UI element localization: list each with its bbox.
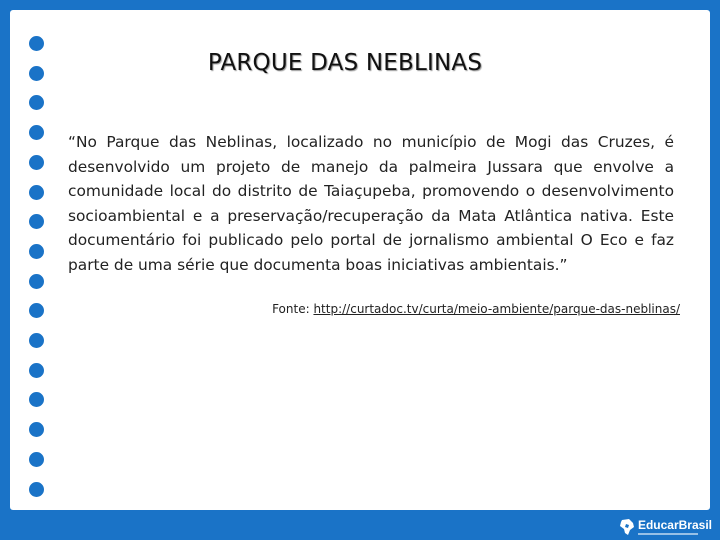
binder-hole-icon	[29, 244, 44, 259]
binder-hole-icon	[29, 482, 44, 497]
logo-text: EducarBrasil	[637, 518, 712, 532]
slide-page	[10, 10, 710, 510]
binder-hole-icon	[29, 214, 44, 229]
binder-hole-icon	[29, 392, 44, 407]
binder-hole-icon	[29, 452, 44, 467]
binder-hole-icon	[29, 274, 44, 289]
educarbrasil-logo	[619, 518, 712, 536]
binder-hole-icon	[29, 155, 44, 170]
binder-hole-icon	[29, 422, 44, 437]
source-line	[10, 302, 680, 316]
source-label: Fonte:	[272, 302, 310, 316]
binder-hole-icon	[29, 185, 44, 200]
binder-hole-icon	[29, 363, 44, 378]
quote-paragraph: “No Parque das Neblinas, localizado no município de Mogi das Cruzes, é desenvolvido um projeto de manejo da palmeira Jussara que envolve a comunidade local do distrito de Taiaçupeba, promovendo o desenvolvimento socioambiental e a preservação/recuperação da Mata Atlântica nativa. Este documentário foi publicado pelo portal de jornalismo ambiental O Eco e faz parte de uma série que documenta boas iniciativas ambientais.”	[68, 133, 674, 274]
binder-hole-icon	[29, 36, 44, 51]
binder-hole-icon	[29, 333, 44, 348]
binder-hole-icon	[29, 125, 44, 140]
brazil-map-icon	[619, 518, 635, 536]
logo-tagline-bar	[638, 533, 698, 535]
page-title: PARQUE DAS NEBLINAS	[207, 50, 483, 76]
binder-holes	[29, 36, 45, 506]
binder-hole-icon	[29, 66, 44, 81]
binder-hole-icon	[29, 95, 44, 110]
source-link[interactable]: http://curtadoc.tv/curta/meio-ambiente/parque-das-neblinas/	[313, 302, 680, 316]
